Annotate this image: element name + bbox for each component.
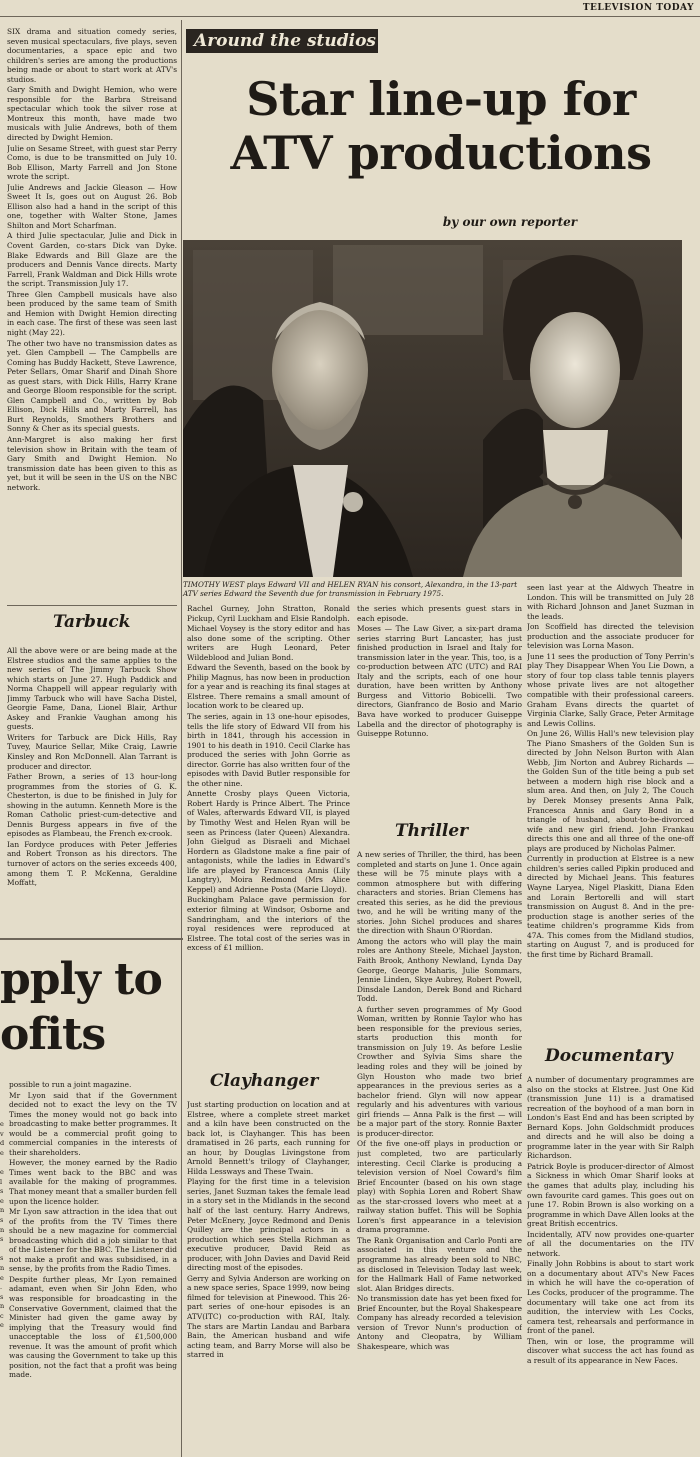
photo-caption: TIMOTHY WEST plays Edward VII and HELEN RYAN his consort, Alexandra, in the 13-part ATV series Edward the Seventh due for transmission in February 1975. bbox=[183, 580, 518, 599]
column-1-top bbox=[7, 27, 177, 597]
paragraph: On June 26, Willis Hall's new television play The Piano Smashers of the Golden Sun is directed by John Nelson Burton with Alan Webb, Jim Norton and Aubrey Richards — the Golden Sun of the title being a pub set between a modern high rise block and a slum area. And then, on July 2, The Couch by Derek Monsey presents Anna Palk, Francesca Annis and Gary Bond in a triangle of husband, about-to-be-divorced wife and new girl friend. John Frankau directs this one and all three of the one-off plays are produced by Nicholas Palmer. bbox=[527, 729, 694, 853]
paragraph: The other two have no transmission dates as yet. Glen Campbell — The Campbells are Coming has Buddy Hackett, Steve Lawrence, Peter Sellars, Omar Sharif and Dinah Shore as guest stars, with Dick Hills, Harry Krane and George Bloom responsible for the script. Glen Campbell and Co., written by Bob Ellison, Dick Hills and Marty Farrell, has Burt Reynolds, Smothers Brothers and Sonny & Cher as its special guests. bbox=[7, 338, 177, 434]
top-rule bbox=[0, 16, 700, 17]
paragraph: seen last year at the Aldwych Theatre in London. This will be transmitted on July 28 with Richard Johnson and Janet Suzman in the leads. bbox=[527, 583, 694, 621]
column-1-bottom bbox=[9, 1080, 177, 1455]
paragraph: The Rank Organisation and Carlo Ponti are associated in this venture and the programme has already been sold to NBC, as disclosed in Television Today last week, for the Hallmark Hall of Fame networked slot. Alan Bridges directs. bbox=[357, 1235, 522, 1293]
paragraph: Three Glen Campbell musicals have also been produced by the same team of Smith and Hemion with Dwight Hemion directing in each case. The first of these was seen last night (May 22). bbox=[7, 289, 177, 337]
column-4-bottom bbox=[527, 1075, 694, 1455]
paragraph: possible to run a joint magazine. bbox=[9, 1080, 132, 1089]
paragraph: Of the five one-off plays in production or just completed, two are particularly interesting. Cecil Clarke is producing a television version of Noel Coward's film Brief Encounter (based on his own stage play) with Sophia Loren and Robert Shaw as the star-crossed lovers who meet at a railway station buffet. This will be Sophia Loren's first appearance in a television drama programme. bbox=[357, 1139, 522, 1235]
paragraph: Mr Lyon said that if the Government decided not to exact the levy on the TV Times the money would not go back into broadcasting to make better programmes. It would be a commercial profit going to commercial companies in the interests of their shareholders. bbox=[9, 1090, 177, 1157]
paragraph: Among the actors who will play the main roles are Anthony Steele, Michael Jayston, Faith Brook, Anthony Newland, Lynda Day George, George Maharis, Julie Sommars, Jennie Linden, Skye Aubrey, Robert Powell, Dinsdale Landon, Derek Bond and Richard Todd. bbox=[357, 936, 522, 1004]
subhead-clayhanger: Clayhanger bbox=[210, 1071, 319, 1091]
subhead-tarbuck: Tarbuck bbox=[53, 612, 131, 632]
paragraph: Gary Smith and Dwight Hemion, who were responsible for the Barbra Streisand spectacular which took the silver rose at Montreux this month, have made two musicals with Julie Andrews, both of them directed by Dwight Hemion. bbox=[7, 85, 177, 143]
paragraph: the series which presents guest stars in each episode. bbox=[357, 604, 522, 623]
paragraph: Mr Lyon saw attraction in the idea that out of the profits from the TV Times there should be a new magazine for commercial broadcasting which did a job similar to that of the Listener for the BBC. The Listener did not make a profit and was subsidised, in a sense, by the profits from the Radio Times. bbox=[9, 1207, 177, 1274]
paragraph: Incidentally, ATV now provides one-quarter of all the documentaries on the ITV network. bbox=[527, 1229, 694, 1258]
paragraph: Playing for the first time in a television series, Janet Suzman takes the female lead in a story set in the Midlands in the second half of the last century. Harry Andrews, Peter McEnery, Joyce Redmond and Denis Quilley are the principal actors in a production which sees Stella Richman as executive producer, David Reid as producer, with John Davies and David Reid directing most of the episodes. bbox=[187, 1177, 350, 1273]
column-3-bottom bbox=[357, 850, 522, 1455]
paragraph: A third Julie spectacular, Julie and Dick in Covent Garden, co-stars Dick van Dyke. Blake Edwards and Bill Glaze are the producers and Dennis Vance directs. Marty Farrell, Frank Waldman and Dick Hills wrote the script. Transmission July 17. bbox=[7, 231, 177, 289]
column-rule bbox=[7, 605, 177, 606]
running-head: TELEVISION TODAY bbox=[582, 3, 694, 13]
paragraph: A number of documentary programmes are also on the stocks at Elstree. Just One Kid (transmission June 11) is a dramatised recreation of the boyhood of a man born in London's East End and has been scripted by Bernard Kops. John Goldschmidt produces and directs and he will also be doing a programme later in the year with Sir Ralph Richardson. bbox=[527, 1075, 694, 1161]
headline-fragment-1: pply to bbox=[0, 954, 162, 1005]
paragraph: Ann-Margret is also making her first television show in Britain with the team of Gary Smith and Dwight Hemion. No transmission date has been given to this as yet, but it will be seen in the US on the NBC network. bbox=[7, 434, 177, 492]
headline bbox=[186, 72, 696, 180]
photo-illustration bbox=[183, 240, 682, 577]
column-divider bbox=[181, 20, 182, 1457]
paragraph: Patrick Boyle is producer-director of Almost a Sickness in which Omar Sharif looks at the games that adults play, including his own favourite card games. This goes out on June 17. Robin Brown is also working on a programme in which Dave Allen looks at the great British eccentrics. bbox=[527, 1161, 694, 1229]
paragraph: Then, win or lose, the programme will discover what success the act has found as a result of its appearance in New Faces. bbox=[527, 1336, 694, 1365]
headline-line-2: ATV productions bbox=[230, 126, 652, 180]
paragraph: The series, again in 13 one-hour episodes, tells the life story of Edward VII from his birth in 1841, through his accession in 1901 to his death in 1910. Cecil Clarke has produced the series with John Gorrie as director. Gorrie has also written four of the episodes with David Butler responsible for the other nine. bbox=[187, 712, 350, 788]
column-2-top bbox=[187, 604, 350, 1034]
paragraph: Writers for Tarbuck are Dick Hills, Ray Tuvey, Maurice Sellar, Mike Craig, Lawrie Kinsley and Ron McDonnell. Alan Tarrant is producer and director. bbox=[7, 732, 177, 771]
paragraph: Ian Fordyce produces with Peter Jefferies and Robert Tronson as his directors. The turnover of actors on the series exceeds 400, among them T. P. McKenna, Geraldine Moffatt, bbox=[7, 839, 177, 888]
paragraph: Finally John Robbins is about to start work on a documentary about ATV's New Faces in which he will have the co-operation of Les Cocks, producer of the programme. The documentary will take one act from its audition, the interview with Les Cocks, camera test, rehearsals and performance in front of the panel. bbox=[527, 1259, 694, 1336]
story-rule bbox=[0, 938, 183, 940]
paragraph: Just starting production on location and at Elstree, where a complete street market and a kiln have been constructed on the back lot, is Clayhanger. This has been dramatised in 26 parts, each running for an hour, by Douglas Livingstone from Arnold Bennett's trilogy of Clayhanger, Hilda Lessways and These Twain. bbox=[187, 1100, 350, 1176]
paragraph: Rachel Gurney, John Stratton, Ronald Pickup, Cyril Luckham and Elsie Randolph. bbox=[187, 604, 350, 623]
paragraph: Gerry and Sylvia Anderson are working on a new space series, Space 1999, now being filmed for television at Pinewood. This 26-part series of one-hour episodes is an ATV(ITC) co-production with RAI, Italy. The stars are Martin Landau and Barbara Bain, the American husband and wife acting team, and Barry Morse will also be starred in bbox=[187, 1273, 350, 1360]
paragraph: Buckingham Palace gave permission for exterior filming at Windsor, Osborne and Sandringham, and the interiors of the royal residences were reproduced at Elstree. The total cost of the series was in excess of £1 million. bbox=[187, 895, 350, 953]
paragraph: All the above were or are being made at the Elstree studios and the same applies to the new series of The Jimmy Tarbuck Show which starts on June 27. Hugh Paddick and Norma Chappell will appear regularly with Jimmy Tarbuck who will have Sacha Distel, Georgie Fame, Dana, Lionel Blair, Arthur Askey and Frankie Vaughan among his guests. bbox=[7, 646, 177, 732]
paragraph: Julie on Sesame Street, with guest star Perry Como, is due to be transmitted on July 10. Bob Ellison, Marty Farrell and Jon Stone wrote the script. bbox=[7, 143, 177, 182]
paragraph: Moses — The Law Giver, a six-part drama series starring Burt Lancaster, has just finished production in Israel and Italy for transmission later in the year. This, too, is a co-production between ATC (UTC) and RAI Italy and the scripts, each of one hour duration, have been written by Anthony Burgess and Vittorio Bobicelli. Two directors, Gianfranco de Bosio and Mario Bava have worked to producer Guiseppe Labella and the director of photography is Guiseppe Rotunno. bbox=[357, 624, 522, 739]
paragraph: A new series of Thriller, the third, has been completed and starts on June 1. Once again these will be 75 minute plays with a common atmosphere but with differing characters and stories. Brian Clemens has created this series, as he did the previous two, and he will be writing many of the stories. John Sichel produces and shares the direction with Shaun O'Riordan. bbox=[357, 850, 522, 936]
cropped-margin-letters: e v d e e l s e n s n s s n e . s n c e bbox=[0, 1120, 5, 1330]
paragraph: Jon Scoffield has directed the television production and the associate producer for television was Lorna Mason. bbox=[527, 622, 694, 651]
subhead-thriller: Thriller bbox=[395, 821, 469, 841]
paragraph: Michael Voysey is the story editor and has also done some of the scripting. Other writers are Hugh Leonard, Peter Wildeblood and Julian Bond. bbox=[187, 624, 350, 662]
paragraph: No transmission date has yet been fixed for Brief Encounter, but the Royal Shakespeare Company has already recorded a television version of Trevor Nunn's production of Antony and Cleopatra, by William Shakespeare, which was bbox=[357, 1294, 522, 1351]
paragraph: June 11 sees the production of Tony Perrin's play They Disappear When You Lie Down, a story of four top class table tennis players whose private lives are not altogether compatible with their professional careers. Graham Evans directs the quartet of Virginia Clarke, Sally Grace, Peter Armitage and Lewis Collins. bbox=[527, 651, 694, 728]
subhead-documentary: Documentary bbox=[545, 1046, 673, 1066]
column-1-tarbuck bbox=[7, 646, 177, 934]
paragraph: However, the money earned by the Radio Times went back to the BBC and was available for the making of programmes. That money meant that a smaller burden fell upon the licence holder. bbox=[9, 1158, 177, 1206]
paragraph: Despite further pleas, Mr Lyon remained adamant, even when Sir John Eden, who was responsible for broadcasting in the Conservative Government, claimed that the Minister had given the game away by implying that the Treasury would find unacceptable the loss of £1,500,000 revenue. It was the amount of profit which was causing the Government to take up this position, not the fact that a profit was being made. bbox=[9, 1274, 177, 1380]
column-4-top bbox=[527, 583, 694, 1033]
paragraph: Edward the Seventh, based on the book by Philip Magnus, has now been in production for a year and is reaching its final stages at Elstree. There remains a small amount of location work to be cleared up. bbox=[187, 663, 350, 711]
byline: by our own reporter bbox=[442, 215, 578, 229]
paragraph: A further seven programmes of My Good Woman, written by Ronnie Taylor who has been responsible for the previous series, starts production this month for transmission on July 19. As before Leslie Crowther and Sylvia Sims share the leading roles and they will be joined by Glyn Houston who made two brief appearances in the previous series as a bachelor friend. Glyn will now appear regularly and his adventures with various girl friends — Anna Palk is the first — will be a major part of the story. Ronnie Baxter is producer-director. bbox=[357, 1004, 522, 1138]
headline-line-1: Star line-up for bbox=[246, 72, 636, 126]
news-photo bbox=[183, 240, 682, 577]
paragraph: Father Brown, a series of 13 hour-long programmes from the stories of G. K. Chesterton, is due to be finished in July for showing in the autumn. Kenneth More is the Roman Catholic priest-cum-detective and Dennis Burgess appears in five of the episodes as Flambeau, the French ex-crook. bbox=[7, 772, 177, 839]
section-banner: Around the studios bbox=[186, 29, 378, 53]
column-3-top bbox=[357, 604, 522, 809]
paragraph: SIX drama and situation comedy series, seven musical spectaculars, five plays, seven documentaries, a space epic and two children's series are among the productions being made or about to start work at ATV's studios. bbox=[7, 27, 177, 84]
headline-fragment-2: ofits bbox=[0, 1009, 106, 1060]
paragraph: Currently in production at Elstree is a new children's series called Pipkin produced and directed by Michael Jeans. This features Wayne Laryea, Nigel Plaskitt, Diana Eden and Lorain Bertorelli and will start transmission on August 8. And in the pre-production stage is another series of the teatime children's programme Kids from 47A. This comes from the Midland studios, starting on August 7, and is produced for the first time by Richard Bramall. bbox=[527, 854, 694, 959]
paragraph: Annette Crosby plays Queen Victoria, Robert Hardy is Prince Albert. The Prince of Wales, afterwards Edward VII, is played by Timothy West and Helen Ryan will be seen as Princess (later Queen) Alexandra. John Gielgud as Disraeli and Michael Hordern as Gladstone make a fine pair of antagonists, while the ladies in Edward's life are played by Francesca Annis (Lily Langtry), Moira Redmond (Mrs Alice Keppel) and Adrienne Posta (Marie Lloyd). bbox=[187, 789, 350, 894]
paragraph: Julie Andrews and Jackie Gleason — How Sweet It Is, goes out on August 26. Bob Ellison also had a hand in the script of this one, together with Walter Stone, James Shilton and Mort Scharfman. bbox=[7, 182, 177, 230]
column-2-bottom bbox=[187, 1100, 350, 1455]
